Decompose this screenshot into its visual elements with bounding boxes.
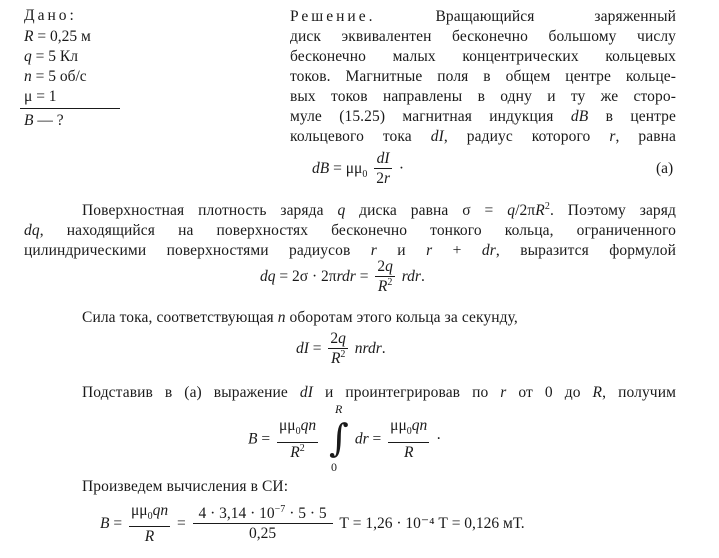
- solution-line-3: бесконечно малых концентрических кольцевых: [290, 48, 676, 65]
- given-item-n: n = 5 об/с: [24, 68, 87, 85]
- formula-dB: dB = $\mu\mu_0$ $\frac{dI}{2r}$ ·: [312, 150, 405, 187]
- formula-dI: dI = $\frac{2q}{R^2}$ nrdr.: [296, 330, 386, 367]
- solution-line-6: муле (15.25) магнитная индукция dB в центре: [290, 108, 676, 125]
- integral-sign: ∫ R 0: [328, 402, 349, 474]
- formula-label-a: (а): [656, 160, 674, 177]
- given-item-mu: μ = 1: [24, 88, 57, 105]
- given-heading: Дано:: [24, 7, 77, 24]
- solution-line-5: вых токов направлены в одну и ту же сторо-: [290, 88, 676, 105]
- given-divider: [20, 108, 120, 109]
- compute-heading: Произведем вычисления в СИ:: [82, 478, 289, 495]
- formula-dq: dq = 2σ · 2πrdr = $\frac{2q}{R^2}$ rdr.: [260, 258, 425, 295]
- solution-line-2: диск эквивалентен бесконечно большому числу: [290, 28, 676, 45]
- para2-line-2: dq, находящийся на поверхностях бесконечно тонкого кольца, ограниченного: [24, 222, 676, 239]
- formula-integral: B = $\frac{\mu\mu_0qn}{R^2}$ ∫ R 0 dr = $\frac{\mu\mu_0qn}{R}$ ·: [248, 402, 442, 474]
- para2-line-3: цилиндрическими поверхностями радиусов r и r + dr, выразится формулой: [24, 242, 676, 259]
- given-unknown: B — ?: [24, 112, 64, 129]
- solution-line-7: кольцевого тока dI, радиус которого r, равна: [290, 128, 677, 145]
- given-item-r: R = 0,25 м: [24, 28, 91, 45]
- substitution-text: Подставив в (а) выражение dI и проинтегрировав по r от 0 до R, получим: [82, 384, 676, 401]
- solution-line-4: токов. Магнитные поля в общем центре кольце-: [290, 68, 676, 85]
- current-text: Сила тока, соответствующая n оборотам этого кольца за секунду,: [82, 309, 518, 326]
- para2-line-1: Поверхностная плотность заряда q диска равна $\sigma = q/2\pi R^2$. Поэтому заряд: [82, 200, 676, 219]
- given-item-q: q = 5 Кл: [24, 48, 78, 65]
- formula-final: B = $\frac{\mu\mu_0qn}{R}$ = $\frac{4 \cdot 3,14 \cdot 10^{-7} \cdot 5 \cdot 5}{0,25}$ Т = 1,26 · 10⁻⁴ Т = 0,126 мТ.: [100, 502, 525, 546]
- solution-line-1: Решение. Вращающийся заряженный: [290, 8, 676, 25]
